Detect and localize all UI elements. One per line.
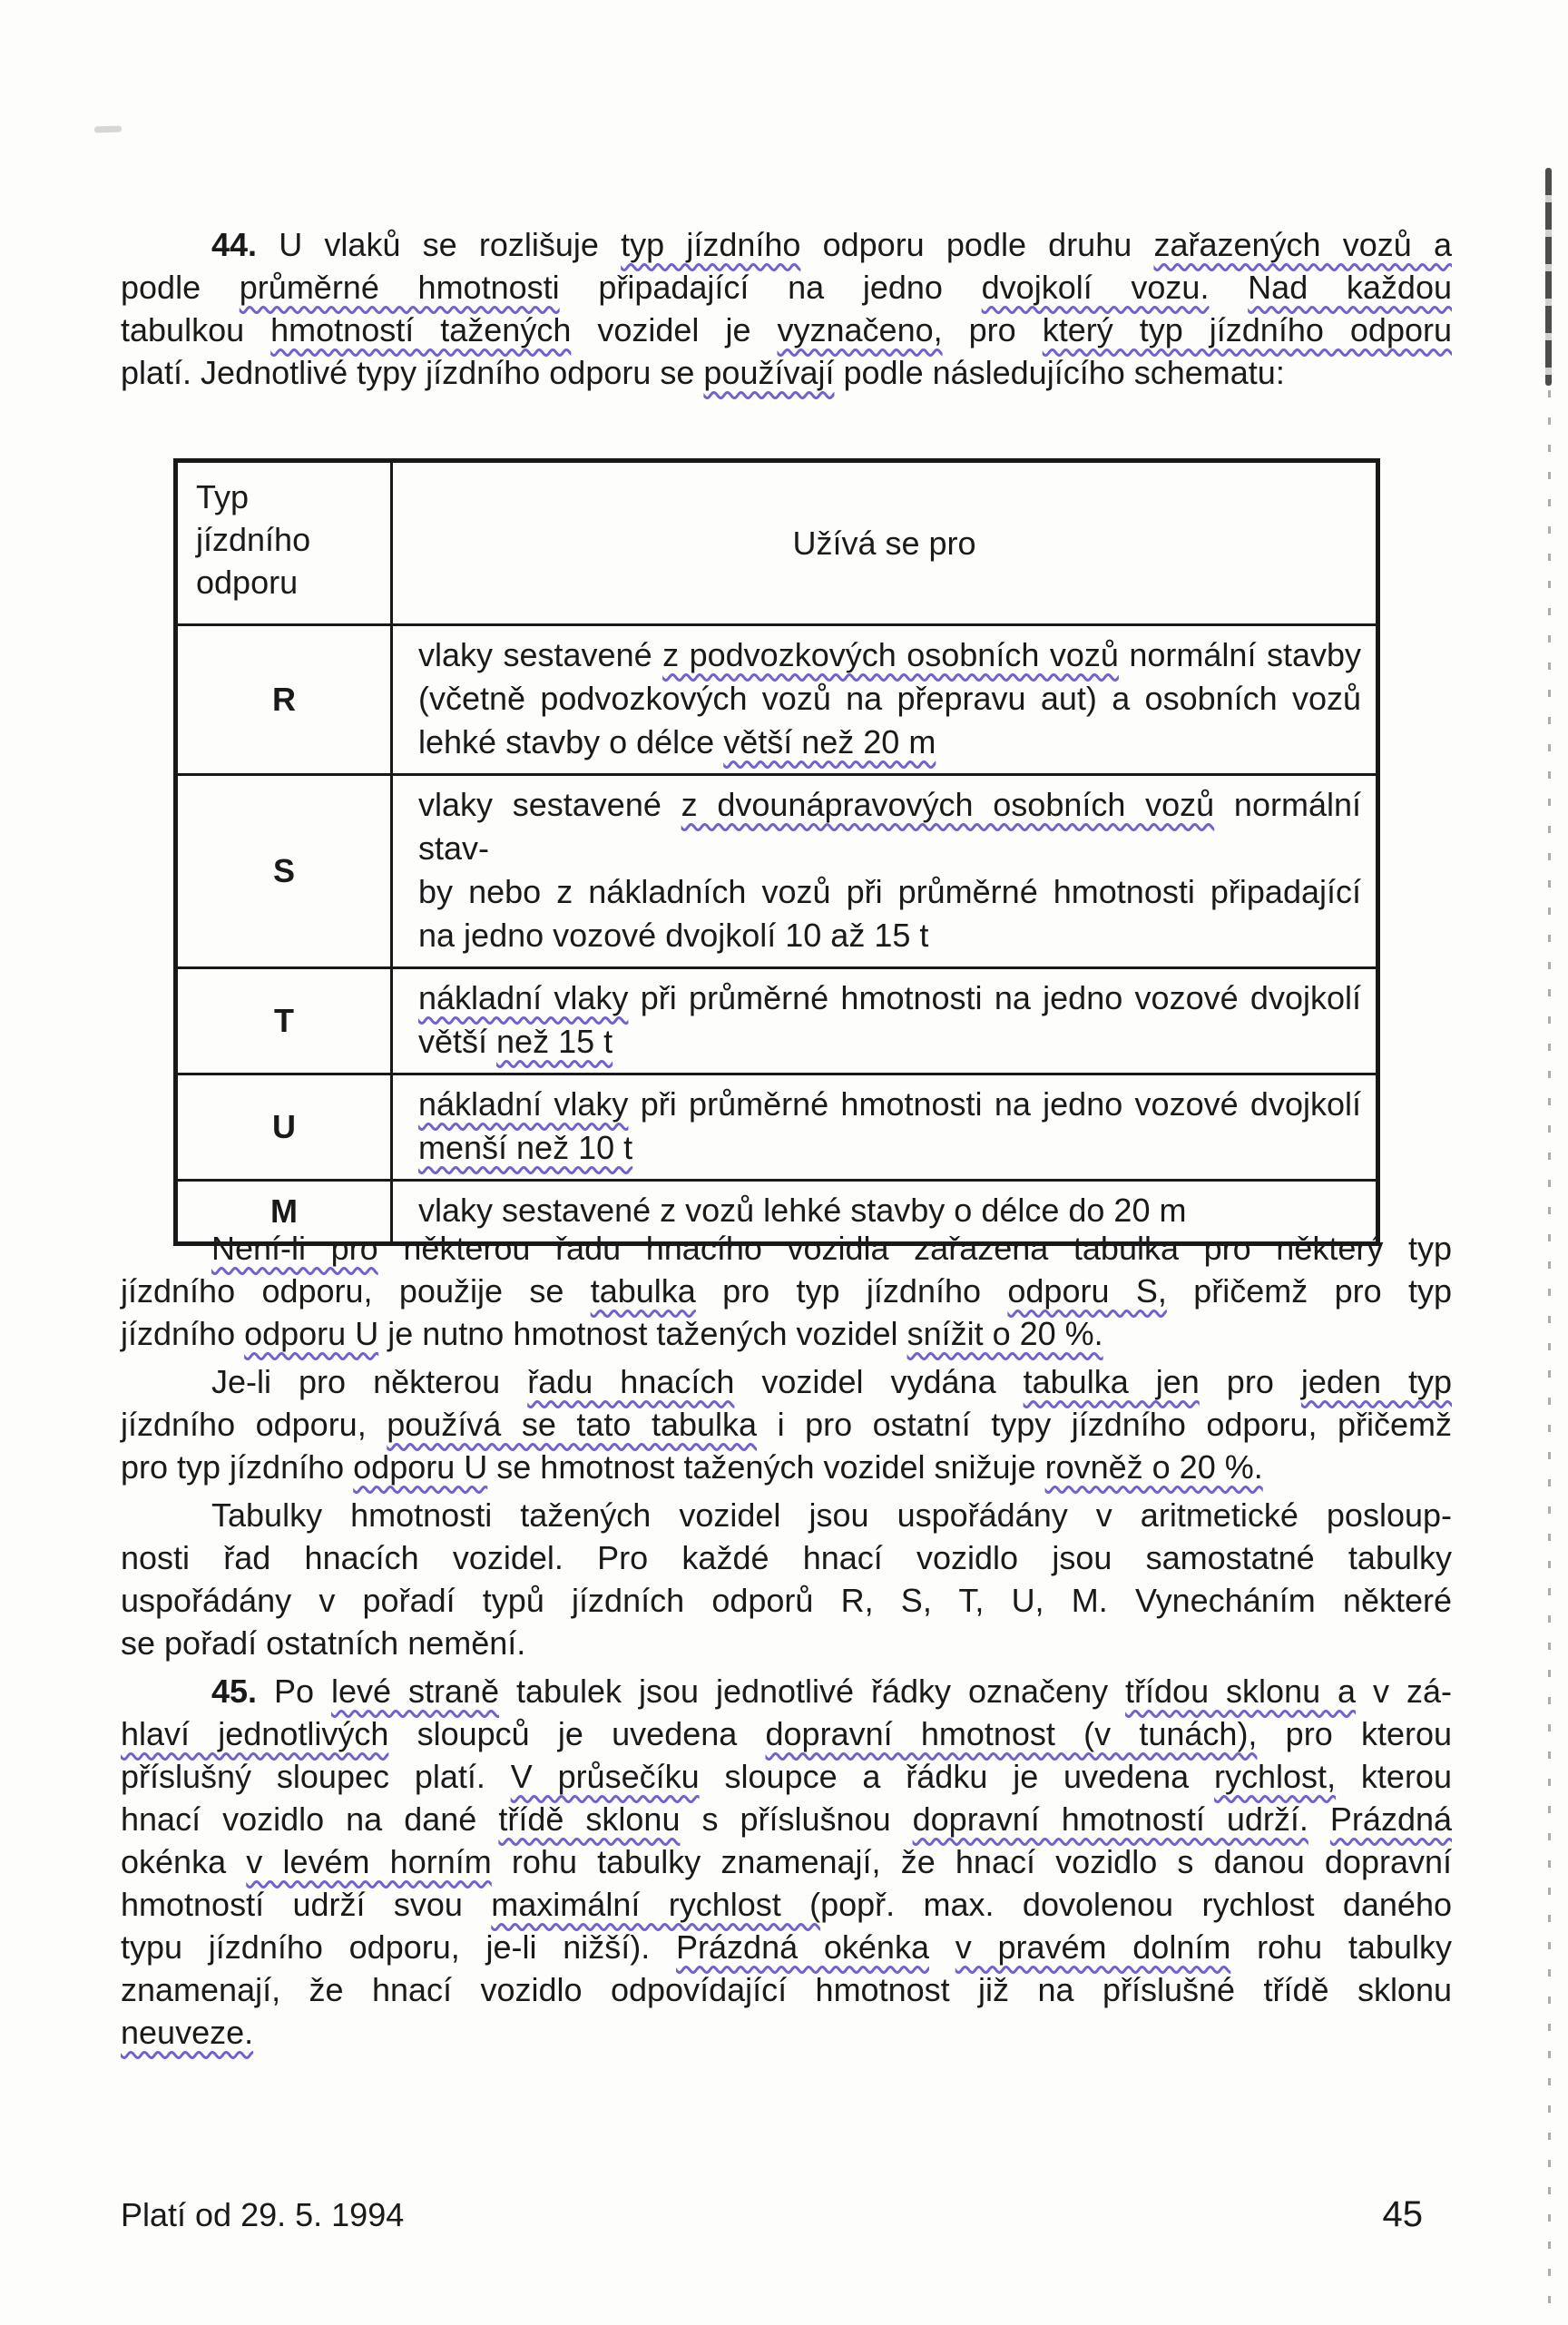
para-jeli [121,1360,1452,1488]
pen-underlined-segment: větší než 20 m [723,723,936,760]
text-segment: kterou [1336,1758,1452,1795]
text-segment: při průměrné hmotnosti na jedno vozové dvojkolí [628,1085,1361,1123]
text-segment: 45. [211,1673,258,1710]
text-segment: popř. max. dovolenou rychlost daného [820,1886,1452,1923]
text-line [418,914,1361,957]
text-line [121,309,1452,351]
text-line [121,351,1452,394]
pen-underlined-segment: dopravní hmotnost (v tunách), [765,1715,1258,1752]
text-segment: jízdního odporu, použije se [121,1272,591,1310]
paragraph-44 [121,223,1452,394]
text-line [418,976,1361,1020]
resistance-type-description [392,1074,1378,1181]
text-line [121,1798,1452,1840]
text-segment: je nutno hmotnost tažených vozidel [378,1315,907,1352]
text-segment: některou řadu hnacího vozidla zařazena tabulka pro některý typ [377,1230,1452,1267]
text-segment: rohu tabulky znamenají, že hnací vozidlo s danou dopravní [491,1843,1452,1880]
text-segment: Je-li pro některou [211,1363,528,1400]
text-line [121,1312,1452,1355]
pen-underlined-segment: dopravní hmotností udrží. [912,1800,1308,1838]
text-segment: by nebo z nákladních vozů při průměrné hmotnosti připadající [418,873,1361,910]
pen-underlined-segment: odporu U [244,1315,379,1352]
para-tabulky [121,1494,1452,1664]
pen-underlined-segment: odporu U [353,1448,488,1486]
text-segment: příslušný sloupec platí. [121,1758,511,1795]
text-line [121,1227,1452,1270]
text-line [121,1446,1452,1488]
pen-underlined-segment: průměrné hmotnosti [239,269,560,306]
resistance-type-description [392,625,1378,775]
text-segment: na jedno vozové dvojkolí 10 až 15 t [418,917,929,954]
text-line [121,1270,1452,1312]
text-segment: Po [257,1673,331,1710]
scan-edge-artifact-dark [1545,168,1552,386]
text-line [418,870,1361,914]
header-use-column: Užívá se pro [392,461,1378,625]
table-row-R [176,625,1378,775]
pen-underlined-segment: tabulka [590,1272,696,1310]
pen-underlined-segment: V průsečíku [510,1758,700,1795]
text-segment: pro [1199,1363,1301,1400]
text-segment: vlaky sestavené [418,636,663,673]
text-segment: odporu [196,564,299,601]
pen-underlined-segment: snížit o 20 %. [906,1315,1103,1352]
resistance-type-description [392,775,1378,968]
pen-underlined-segment: rychlost, [1214,1758,1337,1795]
body-paragraphs [121,1227,1452,2054]
text-segment: připadající na jedno [559,269,982,306]
text-segment: podle následujícího schematu: [834,354,1285,391]
text-line [121,1670,1452,1712]
text-segment [1308,1800,1330,1838]
text-segment: vlaky sestavené z vozů lehké stavby o délce do 20 m [418,1192,1187,1229]
pen-underlined-segment: který typ jízdního odporu [1042,311,1452,348]
text-segment: i pro ostatní typy jízdního odporu, přičemž [757,1406,1453,1443]
text-line [121,1403,1452,1446]
text-line [121,1579,1452,1622]
table-header-row [176,461,1378,625]
pen-underlined-segment: třídě sklonu [498,1800,681,1838]
text-line [121,1622,1452,1664]
page-number: 45 [1382,2194,1423,2234]
text-line [121,1494,1452,1536]
text-segment: uspořádány v pořadí typů jízdních odporů R, S, T, U, M. Vynecháním některé [121,1582,1452,1619]
para-nenili [121,1227,1452,1355]
text-segment: přičemž pro typ [1166,1272,1453,1310]
pen-underlined-segment: řadu hnacích [527,1363,735,1400]
pen-underlined-segment: jeden typ [1300,1363,1453,1400]
text-segment: se pořadí ostatních nemění. [121,1624,526,1662]
para-45 [121,1670,1452,2054]
pen-underlined-segment: používají [703,354,835,391]
text-segment: při průměrné hmotnosti na jedno vozové dvojkolí [628,979,1361,1016]
text-segment: normální stavby [1118,636,1361,673]
text-line [121,1840,1452,1883]
text-line [121,1755,1452,1798]
pen-underlined-segment: maximální rychlost ( [491,1886,821,1923]
text-segment: pro [942,311,1043,348]
text-line [121,223,1452,266]
text-segment [1209,269,1248,306]
text-segment: hmotností udrží svou [121,1886,492,1923]
pen-underlined-segment: zařazených vozů a [1153,226,1452,263]
pen-underlined-segment: Prázdná okénka [676,1928,929,1966]
text-segment: rohu tabulky [1230,1928,1452,1966]
text-segment: lehké stavby o délce [418,723,724,760]
text-line [121,1712,1452,1755]
text-segment: vozidel vydána [734,1363,1024,1400]
text-segment: se hmotnost tažených vozidel snižuje [487,1448,1045,1486]
pen-underlined-segment: v pravém dolním [955,1928,1231,1966]
text-segment: normální stav- [418,786,1361,867]
text-segment: vozidel je [571,311,778,348]
pen-underlined-segment: levé straně [330,1673,500,1710]
text-line [121,1360,1452,1403]
text-line [418,1126,1361,1170]
text-segment: nosti řad hnacích vozidel. Pro každé hnací vozidlo jsou samostatné tabulky [121,1539,1452,1576]
text-segment: podle [121,269,240,306]
pen-underlined-segment: nákladní vlaky [418,979,629,1016]
text-line [418,1020,1361,1064]
text-segment: odporu podle druhu [800,226,1154,263]
pen-underlined-segment: neuveze. [121,2014,254,2051]
resistance-type-label: U [176,1074,392,1181]
table-row-T [176,968,1378,1074]
text-line [121,266,1452,309]
pen-underlined-segment: nákladní vlaky [418,1085,629,1123]
text-segment: jízdního odporu, [121,1406,387,1443]
text-line [121,1968,1452,2011]
pen-underlined-segment: Není-li pro [211,1230,378,1267]
pen-underlined-segment: menší než 10 t [418,1129,633,1166]
text-segment: jízdního [196,521,311,558]
text-segment: typu jízdního odporu, je-li nižší). [121,1928,677,1966]
header-type-column [176,461,392,625]
table-row-S [176,775,1378,968]
pen-underlined-segment: vyznačeno, [777,311,943,348]
text-line [121,1926,1452,1968]
pen-underlined-segment: hmotností tažených [270,311,572,348]
resistance-type-label: R [176,625,392,775]
text-segment: tabulkou [121,311,271,348]
pen-underlined-segment: používá se tato tabulka [387,1406,758,1443]
text-segment: (včetně podvozkových vozů na přepravu aut) a osobních vozů [418,680,1361,717]
pen-underlined-segment: hlaví jednotlivých [121,1715,389,1752]
pen-underlined-segment: dvojkolí vozu. [981,269,1210,306]
text-line [418,721,1361,764]
text-segment: větší [418,1023,497,1060]
resistance-type-label: T [176,968,392,1074]
resistance-type-table [173,458,1380,1246]
pen-underlined-segment: odporu S, [1007,1272,1167,1310]
scan-edge-artifact-dots [1548,390,1551,2314]
text-line [121,2011,1452,2054]
text-segment: hnací vozidlo na dané [121,1800,499,1838]
pen-underlined-segment: tabulka jen [1023,1363,1200,1400]
page-footer [121,2194,1423,2235]
pen-underlined-segment: z dvounápravových osobních vozů [681,786,1215,823]
pen-underlined-segment: než 15 t [496,1023,613,1060]
resistance-type-label: S [176,775,392,968]
text-line [121,1536,1452,1579]
resistance-type-label: M [176,1181,392,1244]
text-segment: znamenají, že hnací vozidlo odpovídající hmotnost již na příslušné třídě sklonu [121,1971,1452,2008]
text-segment: pro typ jízdního [121,1448,354,1486]
text-line [196,561,383,603]
text-segment: pro typ jízdního [695,1272,1008,1310]
text-segment: sloupce a řádku je uvedena [699,1758,1215,1795]
text-segment: 44. [211,226,258,263]
text-line [196,518,383,561]
text-line [418,1083,1361,1126]
text-segment: platí. Jednotlivé typy jízdního odporu se [121,354,704,391]
pen-underlined-segment: Nad každou [1248,269,1452,306]
text-segment: pro kterou [1257,1715,1452,1752]
table-body [176,625,1378,1244]
text-line [418,783,1361,870]
pen-underlined-segment: rovněž o 20 %. [1044,1448,1263,1486]
pen-underlined-segment: v levém horním [246,1843,492,1880]
validity-date: Platí od 29. 5. 1994 [121,2196,405,2233]
table-row-U [176,1074,1378,1181]
text-segment [929,1928,956,1966]
text-line [418,633,1361,677]
pen-underlined-segment: Prázdná [1329,1800,1453,1838]
pen-underlined-segment: třídou sklonu a [1125,1673,1357,1710]
pen-underlined-segment: typ jízdního [621,226,801,263]
text-line [418,677,1361,721]
text-line [418,1189,1361,1232]
text-segment: sloupců je uvedena [388,1715,766,1752]
text-segment: okénka [121,1843,247,1880]
text-segment: tabulek jsou jednotlivé řádky označeny [499,1673,1126,1710]
text-segment: Typ [196,478,250,515]
text-line [196,476,383,518]
text-segment: U vlaků se rozlišuje [257,226,622,263]
text-segment: v zá- [1356,1673,1452,1710]
resistance-type-description [392,968,1378,1074]
text-segment: jízdního [121,1315,245,1352]
scan-speck-artifact [94,125,122,132]
text-line [121,1883,1452,1926]
pen-underlined-segment: z podvozkových osobních vozů [662,636,1119,673]
text-segment: Tabulky hmotnosti tažených vozidel jsou uspořádány v aritmetické posloup- [211,1496,1452,1534]
text-segment: vlaky sestavené [418,786,681,823]
text-segment: s příslušnou [680,1800,913,1838]
